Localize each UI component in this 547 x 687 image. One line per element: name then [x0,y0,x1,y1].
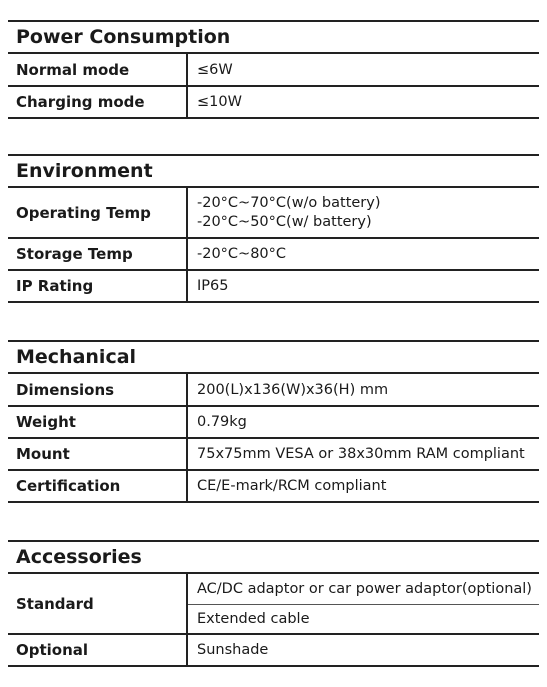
row-label: Optional [8,634,187,666]
table-row [8,54,539,86]
section-accessories [8,540,539,667]
table-row [8,238,539,270]
row-value: ≤10W [187,86,539,118]
spec-table [8,54,539,119]
spec-table [8,188,539,303]
row-value: ≤6W [187,54,539,86]
spec-table [8,374,539,503]
row-value-line: -20°C~50°C(w/ battery) [197,213,372,230]
row-value: 0.79kg [187,406,539,438]
row-value: CE/E-mark/RCM compliant [187,470,539,502]
row-value: Sunshade [187,634,539,666]
section-environment [8,154,539,303]
row-label: Certification [8,470,187,502]
table-row [8,634,539,666]
row-label: IP Rating [8,270,187,302]
row-label: Standard [8,574,187,634]
row-label: Charging mode [8,86,187,118]
section-title: Accessories [8,540,539,574]
row-value: 75x75mm VESA or 38x30mm RAM compliant [187,438,539,470]
row-label: Dimensions [8,374,187,406]
table-row [8,270,539,302]
row-label: Normal mode [8,54,187,86]
row-label: Storage Temp [8,238,187,270]
row-value: AC/DC adaptor or car power adaptor(optional) [187,574,539,604]
section-mechanical [8,340,539,503]
table-row [8,438,539,470]
row-value [187,188,539,238]
section-title: Mechanical [8,340,539,374]
section-title: Environment [8,154,539,188]
table-row [8,406,539,438]
table-row [8,188,539,238]
row-value-line: -20°C~70°C(w/o battery) [197,194,381,211]
table-row [8,86,539,118]
row-value: Extended cable [187,604,539,634]
row-value: -20°C~80°C [187,238,539,270]
table-row [8,574,539,604]
row-label: Operating Temp [8,188,187,238]
section-title: Power Consumption [8,20,539,54]
spec-table [8,574,539,667]
table-row [8,374,539,406]
row-value: 200(L)x136(W)x36(H) mm [187,374,539,406]
row-value: IP65 [187,270,539,302]
row-label: Mount [8,438,187,470]
section-power-consumption [8,20,539,119]
row-label: Weight [8,406,187,438]
table-row [8,470,539,502]
